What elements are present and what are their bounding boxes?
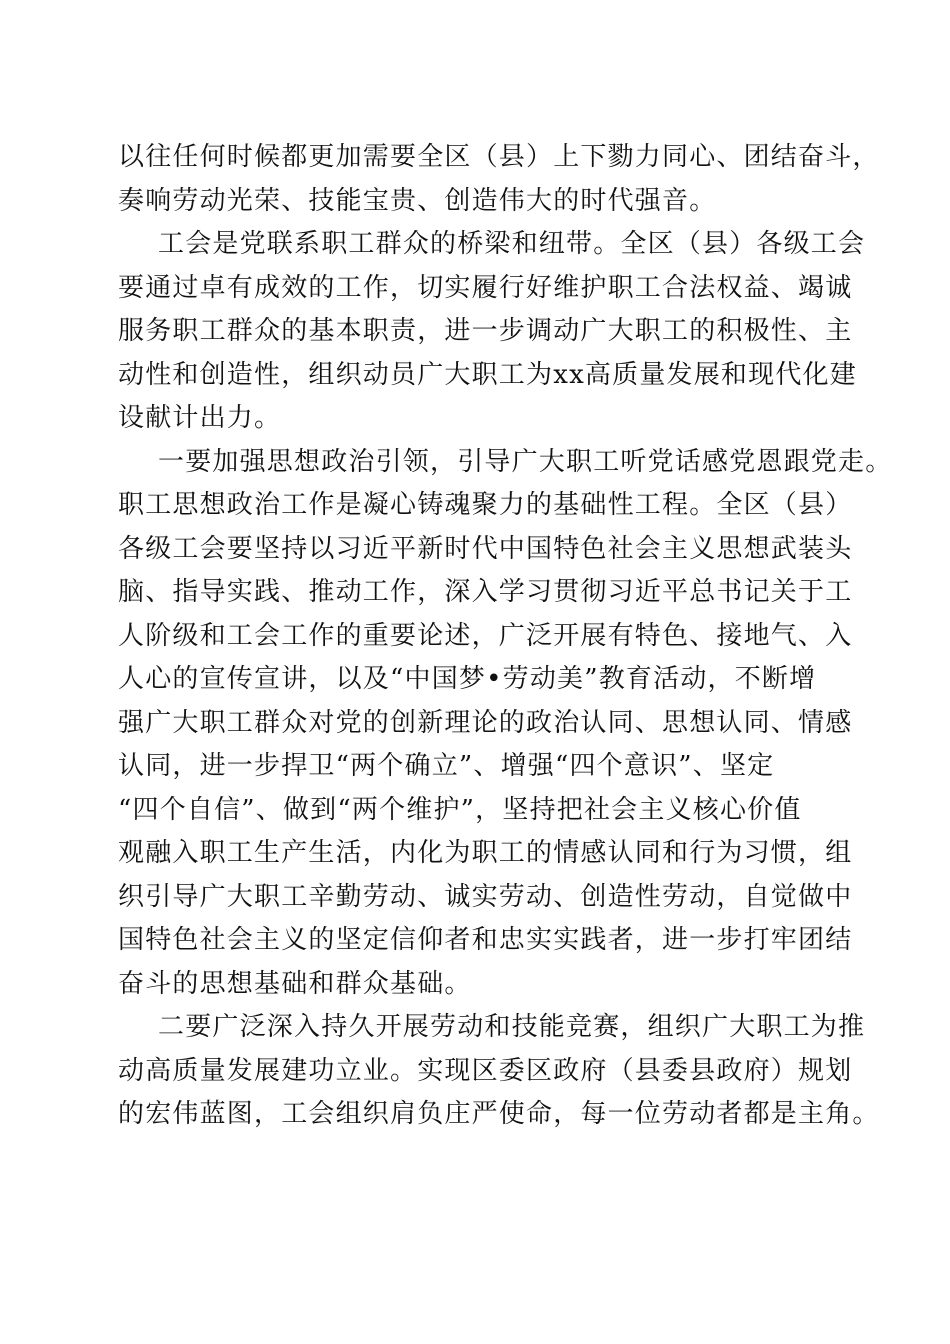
text-line: 动性和创造性，组织动员广大职工为xx高质量发展和现代化建 [118,359,857,390]
text-line: 认同，进一步捍卫“两个确立”、增强“四个意识”、坚定 [118,751,775,781]
text-line: 服务职工群众的基本职责，进一步调动广大职工的积极性、主 [118,316,853,346]
text-line: 观融入职工生产生活，内化为职工的情感认同和行为习惯，组 [118,838,853,868]
text-line: 奏响劳动光荣、技能宝贵、创造伟大的时代强音。 [118,185,717,216]
text-line: 动高质量发展建功立业。实现区委区政府（县委县政府）规划 [118,1055,853,1086]
body-text [118,136,893,1137]
text-line: 各级工会要坚持以习近平新时代中国特色社会主义思想武装头 [118,533,853,564]
paragraph-start-line: 二要广泛深入持久开展劳动和技能竞赛，组织广大职工为推 [158,1012,866,1042]
text-line: 人心的宣传宣讲，以及“中国梦•劳动美”教育活动，不断增 [118,664,817,694]
text-line: “四个自信”、做到“两个维护”，坚持把社会主义核心价值 [118,794,802,825]
text-line: 的宏伟蓝图，工会组织肩负庄严使命，每一位劳动者都是主角。 [118,1099,880,1129]
text-line: 设献计出力。 [118,403,282,433]
text-line: 职工思想政治工作是凝心铸魂聚力的基础性工程。全区（县） [118,490,853,520]
paragraph-start-line: 一要加强思想政治引领，引导广大职工听党话感党恩跟党走。 [158,446,893,477]
text-line: 国特色社会主义的坚定信仰者和忠实实践者，进一步打牢团结 [118,925,853,955]
text-line: 脑、指导实践、推动工作，深入学习贯彻习近平总书记关于工 [118,577,853,607]
text-line: 奋斗的思想基础和群众基础。 [118,968,472,999]
text-line: 强广大职工群众对党的创新理论的政治认同、思想认同、情感 [118,707,853,738]
paragraph-start-line: 工会是党联系职工群众的桥梁和纽带。全区（县）各级工会 [158,229,866,259]
text-line: 要通过卓有成效的工作，切实履行好维护职工合法权益、竭诚 [118,272,853,303]
text-line: 人阶级和工会工作的重要论述，广泛开展有特色、接地气、入 [118,620,853,651]
text-line: 以往任何时候都更加需要全区（县）上下勠力同心、团结奋斗， [118,142,880,172]
text-line: 织引导广大职工辛勤劳动、诚实劳动、创造性劳动，自觉做中 [118,881,853,912]
